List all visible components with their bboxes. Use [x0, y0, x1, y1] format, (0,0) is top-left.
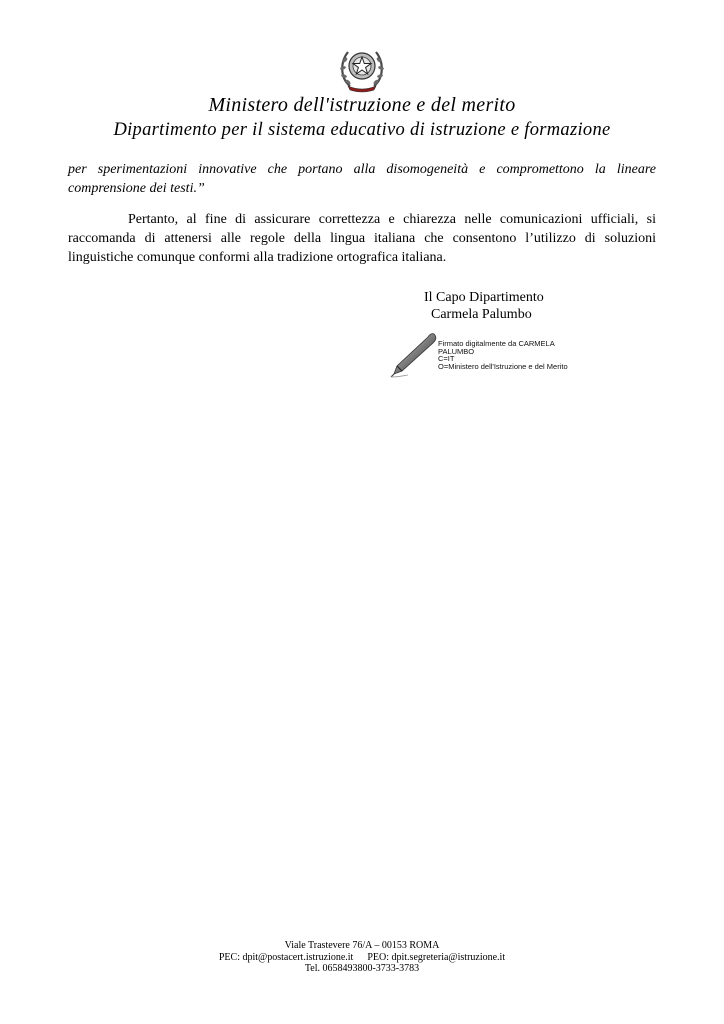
- footer: [0, 940, 724, 975]
- digital-signature-line: Firmato digitalmente da CARMELA: [438, 339, 555, 348]
- department-name: Dipartimento per il sistema educativo di istruzione e formazione: [113, 120, 611, 140]
- digital-signature-line: C=IT: [438, 354, 455, 364]
- quote-line: comprensione dei testi.”: [68, 181, 205, 196]
- italian-republic-emblem-icon: [336, 42, 388, 94]
- digital-signature-line: O=Ministero dell'Istruzione e del Merito: [438, 361, 568, 371]
- footer-contacts: [0, 952, 724, 964]
- body-paragraph: Pertanto, al fine di assicurare correttezza e chiarezza nelle comunicazioni ufficiali, si raccomanda di attenersi alle regole della lingua italiana che consentono l’utilizzo di soluzioni linguistiche comunque conformi alla tradizione ortografica italiana.: [68, 212, 656, 265]
- pen-icon: [388, 331, 438, 379]
- quote-block: [68, 160, 656, 198]
- footer-phone: Tel. 0658493800-3733-3783: [304, 963, 420, 974]
- digital-signature-info: [438, 340, 568, 370]
- footer-address: Viale Trastevere 76/A – 00153 ROMA: [284, 940, 440, 951]
- signatory-role: Il Capo Dipartimento: [424, 290, 544, 305]
- footer-pec: PEC: dpit@postacert.istruzione.it: [218, 951, 354, 963]
- quote-line: per sperimentazioni innovative che portano alla disomogeneità e compromettono la lineare: [68, 162, 656, 177]
- footer-peo: PEO: dpit.segreteria@istruzione.it: [367, 951, 506, 963]
- ministry-name: Ministero dell'istruzione e del merito: [208, 94, 516, 116]
- digital-signature-line: PALUMBO: [438, 346, 475, 356]
- signatory-name: Carmela Palumbo: [431, 307, 532, 322]
